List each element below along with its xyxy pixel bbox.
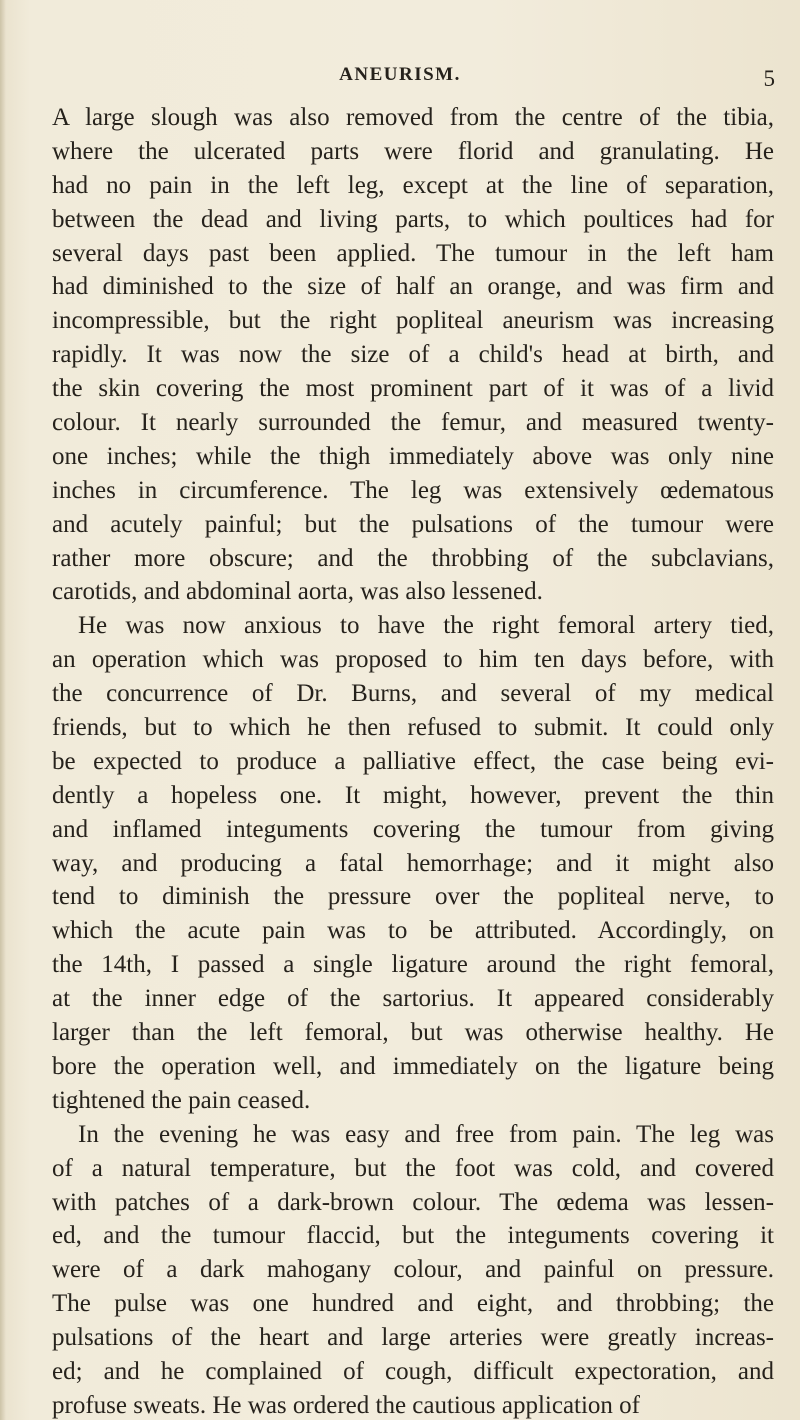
- page-header: [0, 64, 800, 94]
- text-line: larger than the left femoral, but was otherwise healthy. He: [52, 1019, 774, 1047]
- text-line: A large slough was also removed from the centre of the tibia,: [52, 104, 774, 131]
- text-line: the 14th, I passed a single ligature around the right femoral,: [52, 951, 774, 979]
- text-line: tend to diminish the pressure over the popliteal nerve, to: [52, 883, 774, 911]
- text-line: bore the operation well, and immediately on the ligature being: [52, 1052, 774, 1080]
- text-line: colour. It nearly surrounded the femur, and measured twenty-: [52, 409, 774, 437]
- text-line: one inches; while the thigh immediately above was only nine: [52, 442, 774, 470]
- text-line: ed; and he complained of cough, difficult expectoration, and: [52, 1357, 774, 1385]
- text-line: friends, but to which he then refused to submit. It could only: [52, 714, 774, 742]
- text-line: profuse sweats. He was ordered the cautious application of: [52, 1391, 641, 1419]
- text-line: In the evening he was easy and free from pain. The leg was: [78, 1120, 774, 1148]
- text-line: where the ulcerated parts were florid and granulating. He: [52, 137, 774, 165]
- text-line: with patches of a dark-brown colour. The œdema was lessen-: [52, 1188, 774, 1216]
- text-line: which the acute pain was to be attributed. Accordingly, on: [52, 917, 774, 945]
- text-line: of a natural temperature, but the foot was cold, and covered: [52, 1154, 774, 1182]
- paragraph: [52, 101, 774, 609]
- text-line: incompressible, but the right popliteal aneurism was increasing: [52, 307, 774, 335]
- text-line: had no pain in the left leg, except at the line of separation,: [52, 171, 774, 199]
- paragraph: [52, 609, 774, 1117]
- text-line: dently a hopeless one. It might, however, prevent the thin: [52, 781, 774, 809]
- text-line: pulsations of the heart and large arteries were greatly increas-: [52, 1324, 774, 1352]
- text-line: way, and producing a fatal hemorrhage; and it might also: [52, 849, 774, 877]
- body-text: [52, 101, 774, 1420]
- text-line: be expected to produce a palliative effect, the case being evi-: [52, 747, 774, 775]
- text-line: The pulse was one hundred and eight, and throbbing; the: [52, 1290, 774, 1318]
- text-line: were of a dark mahogany colour, and painful on pressure.: [52, 1256, 774, 1284]
- running-head: ANEURISM.: [339, 64, 461, 85]
- text-line: inches in circumference. The leg was extensively œdematous: [52, 476, 774, 504]
- text-line: an operation which was proposed to him ten days before, with: [52, 646, 774, 674]
- page-number: 5: [763, 66, 775, 91]
- text-line: between the dead and living parts, to which poultices had for: [52, 205, 774, 233]
- text-line: rapidly. It was now the size of a child's head at birth, and: [52, 341, 774, 369]
- text-line: tightened the pain ceased.: [52, 1086, 311, 1114]
- text-line: and acutely painful; but the pulsations of the tumour were: [52, 510, 774, 538]
- text-line: several days past been applied. The tumour in the left ham: [52, 239, 774, 267]
- paragraph: [52, 1118, 774, 1420]
- text-line: at the inner edge of the sartorius. It appeared considerably: [52, 985, 774, 1013]
- text-line: had diminished to the size of half an orange, and was firm and: [52, 273, 774, 301]
- text-line: and inflamed integuments covering the tumour from giving: [52, 815, 774, 843]
- text-line: ed, and the tumour flaccid, but the integuments covering it: [52, 1222, 774, 1250]
- text-line: He was now anxious to have the right femoral artery tied,: [78, 612, 774, 640]
- text-line: carotids, and abdominal aorta, was also lessened.: [52, 578, 543, 606]
- text-line: rather more obscure; and the throbbing of the subclavians,: [52, 544, 774, 572]
- text-line: the skin covering the most prominent part of it was of a livid: [52, 375, 774, 403]
- text-line: the concurrence of Dr. Burns, and several of my medical: [52, 680, 774, 708]
- page-gutter-shadow: [0, 0, 6, 1420]
